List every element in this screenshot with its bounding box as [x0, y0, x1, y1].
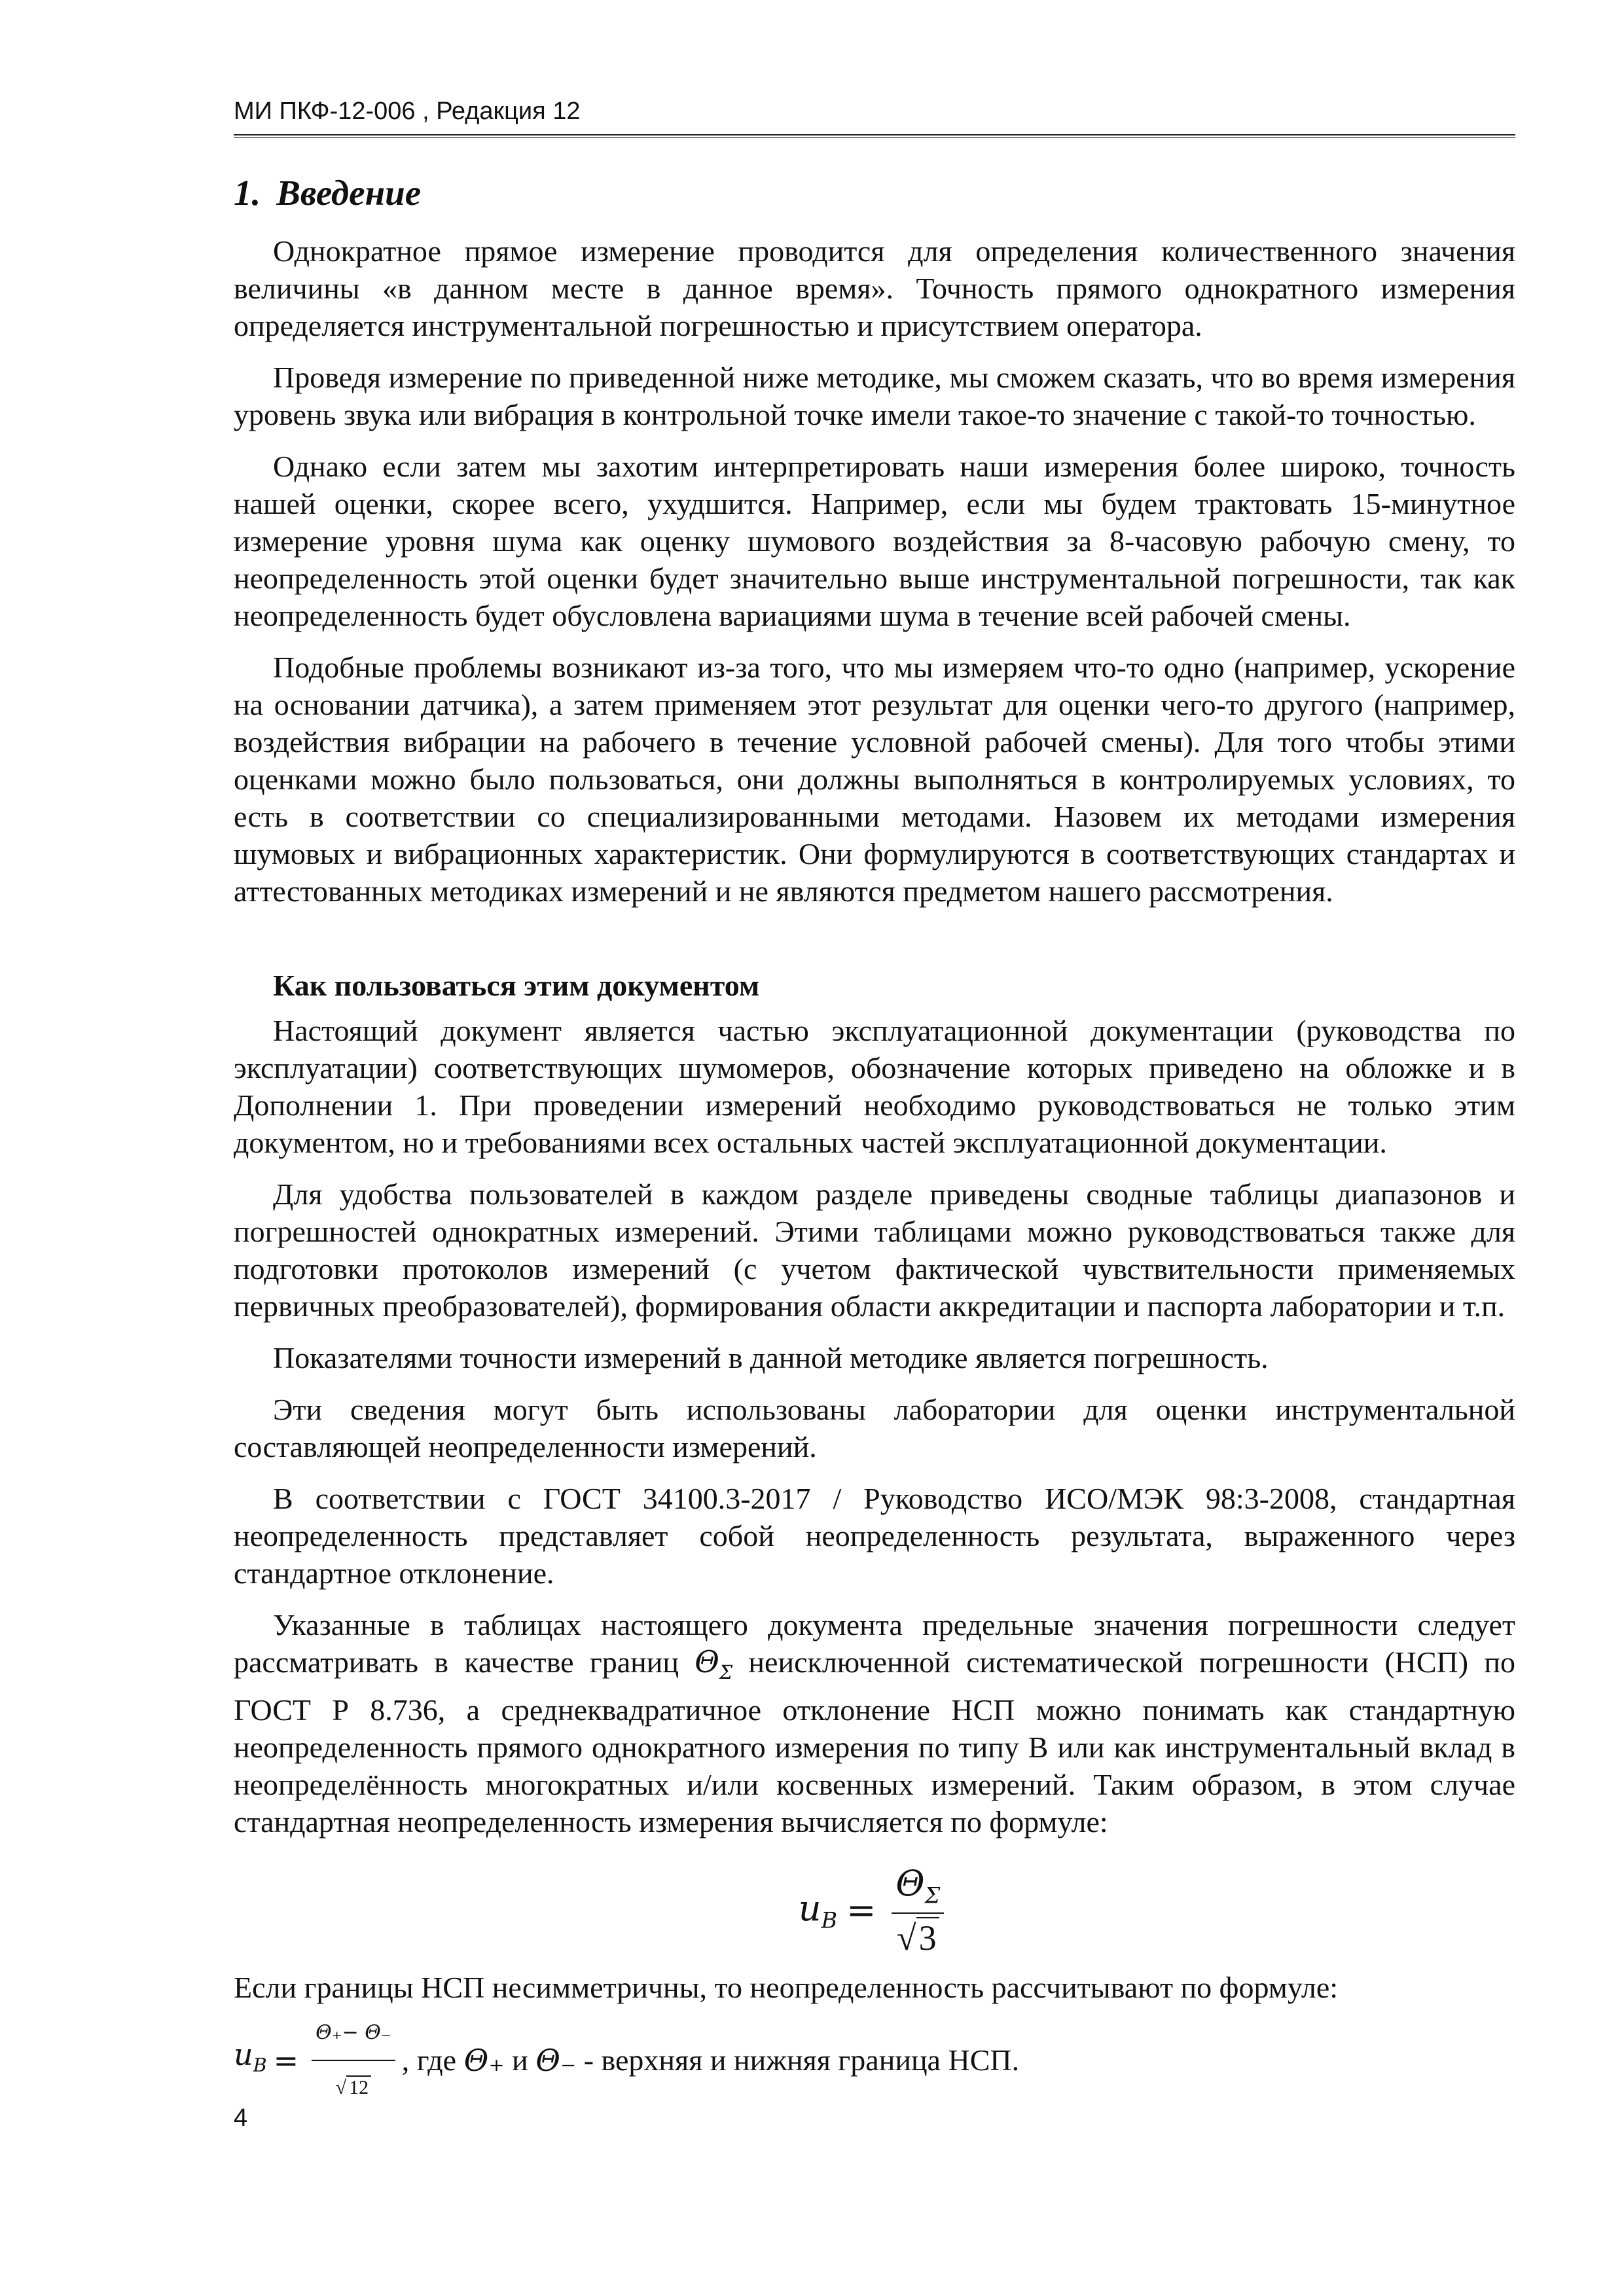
asym-text-and: и — [504, 2043, 536, 2077]
formula-denominator: √3 — [897, 1914, 939, 1958]
howto-paragraph: Показателями точности измерений в данной методике является погрешность. — [273, 1341, 1269, 1374]
asymmetric-intro: Если границы НСП несимметричны, то неопределенность рассчитывают по формуле: — [234, 1970, 1339, 2004]
asym-numerator: Θ₊− Θ₋ — [312, 2010, 395, 2061]
section-number: 1. — [234, 173, 261, 213]
formula-numerator: $\Theta_\Sigma$ — [892, 1863, 944, 1914]
uncertainty-paragraph: Указанные в таблицах настоящего документа предельные значения погрешности следует рассматривать в качестве границ $\Theta_\Sigma$ неисключенной систематической погрешности (НСП) по ГОСТ Р 8.736, а среднеквадратичное отклонение НСП можно понимать как стандартную неопределенность прямого однократного измерения по типу В или как инструментальный вклад в неопределённость многократных и/или косвенных измерений. Таким образом, в этом случае стандартная неопределенность измерения вычисляется по формуле: — [234, 1608, 1515, 1839]
theta-plus-symbol: Θ₊ — [463, 2042, 505, 2078]
formula-lhs: $u_B$ — [798, 1888, 838, 1933]
intro-paragraph: Однократное прямое измерение проводится для определения количественного значения величины «в данном месте в данное время». Точность прямого однократного измерения определяется инструментальной погрешностью и присутствием оператора. — [234, 234, 1515, 342]
intro-paragraph: Однако если затем мы захотим интерпретировать наши измерения более широко, точность нашей оценки, скорее всего, ухудшится. Например, если мы будем трактовать 15-минутное измерение уровня шума как оценку шумового воздействия за 8-часовую рабочую смену, то неопределенность этой оценки будет значительно выше инструментальной погрешности, так как неопределенность будет обусловлена вариациями шума в течение всей рабочей смены. — [234, 450, 1515, 632]
asym-text-bounds: - верхняя и нижняя граница НСП. — [576, 2043, 1020, 2077]
theta-sigma-symbol: $\Theta_\Sigma$ — [695, 1644, 733, 1683]
page-content — [234, 167, 1515, 2111]
asym-lhs: $u_B$ — [234, 2037, 267, 2077]
theta-minus-symbol: Θ₋ — [535, 2042, 577, 2078]
header-rule — [234, 134, 1515, 138]
formula-standard-uncertainty — [234, 1855, 1515, 1966]
formula-fraction — [892, 1863, 944, 1958]
intro-paragraph: Подобные проблемы возникают из-за того, что мы измеряем что-то одно (например, ускорение на основании датчика), а затем применяем этот результат для оценки чего-то другого (например, воздействия вибрации на рабочего в течение условной рабочей смены). Для того чтобы этими оценками можно было пользоваться, они должны выполняться в контролируемых условиях, то есть в соответствии со специализированными методами. Назовем их методами измерения шумовых и вибрационных характеристик. Они формулируются в соответствующих стандартах и аттестованных методиках измерений и не являются предметом нашего рассмотрения. — [234, 651, 1515, 908]
formula-asymmetric-line — [234, 2010, 1515, 2111]
page-number: 4 — [234, 2104, 248, 2132]
formula-equals: = — [846, 1890, 876, 1931]
asym-equals: = — [273, 2042, 299, 2078]
howto-paragraph: Для удобства пользователей в каждом разделе приведены сводные таблицы диапазонов и погрешностей однократных измерений. Этими таблицами можно руководствоваться также для подготовки протоколов измерений (с учетом фактической чувствительности применяемых первичных преобразователей), формирования области аккредитации и паспорта лаборатории и т.п. — [234, 1177, 1515, 1323]
running-header: МИ ПКФ-12-006 , Редакция 12 — [234, 98, 581, 125]
howto-paragraph: Эти сведения могут быть использованы лаборатории для оценки инструментальной составляющей неопределенности измерений. — [234, 1393, 1515, 1463]
section-title: Введение — [276, 173, 422, 213]
asym-denominator: √ 12 — [336, 2061, 371, 2111]
intro-paragraph: Проведя измерение по приведенной ниже методике, мы сможем сказать, что во время измерения уровень звука или вибрация в контрольной точке имели такое-то значение с такой-то точностью. — [234, 361, 1515, 431]
howto-paragraph: В соответствии с ГОСТ 34100.3-2017 / Руководство ИСО/МЭК 98:3-2008, стандартная неопределенность представляет собой неопределенность результата, выраженного через стандартное отклонение. — [234, 1482, 1515, 1590]
howto-heading: Как пользоваться этим документом — [273, 969, 760, 1002]
howto-paragraph: Настоящий документ является частью эксплуатационной документации (руководства по эксплуатации) соответствующих шумомеров, обозначение которых приведено на обложке и в Дополнении 1. При проведении измерений необходимо руководствоваться не только этим документом, но и требованиями всех остальных частей эксплуатационной документации. — [234, 1014, 1515, 1159]
asym-text-where: , где — [401, 2043, 464, 2077]
asym-fraction — [312, 2010, 395, 2111]
section-heading — [234, 167, 1515, 219]
